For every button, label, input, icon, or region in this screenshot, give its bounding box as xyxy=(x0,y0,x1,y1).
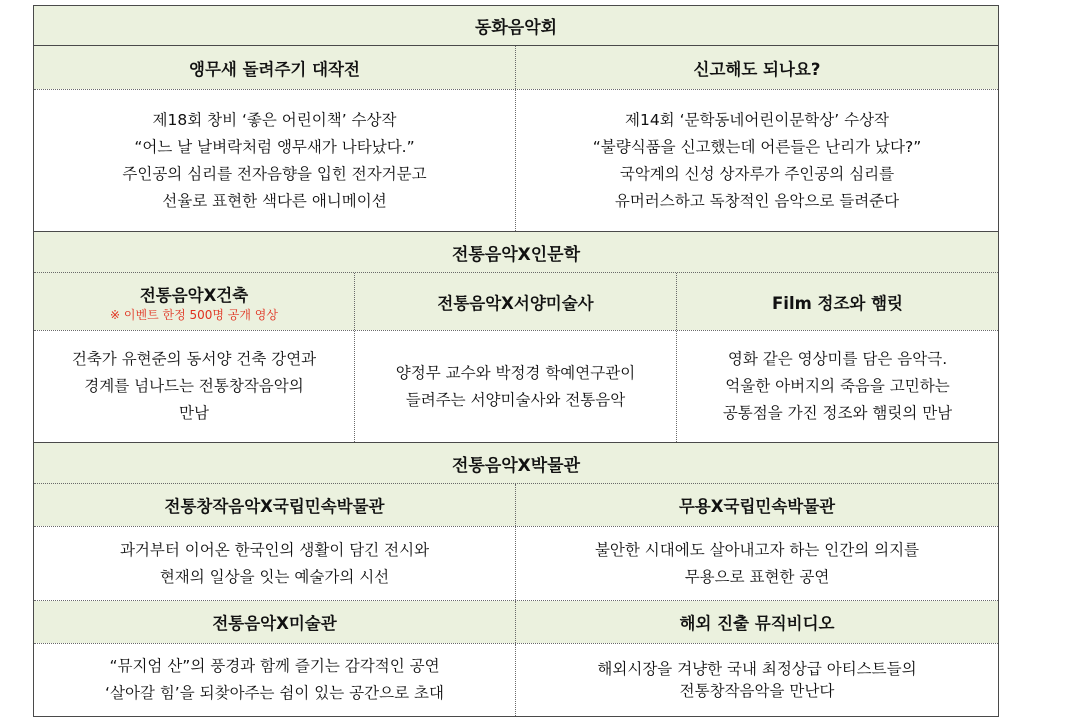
art-col2-heading-text: 해외 진출 뮤직비디오 xyxy=(679,614,835,633)
event-note: ※ 이벤트 한정 500명 공개 영상 xyxy=(110,307,278,322)
fairy-col1-line: 주인공의 심리를 전자음향을 입힌 전자거문고 xyxy=(122,164,427,183)
art-col2-line: 해외시장을 겨냥한 국내 최정상급 아티스트들의 xyxy=(597,660,917,678)
fairy-col1-heading-text: 앵무새 돌려주기 대작전 xyxy=(189,59,360,79)
fairy-col2-heading xyxy=(516,46,998,89)
humanities-col3-line: 공통점을 가진 정조와 햄릿의 만남 xyxy=(722,404,953,422)
humanities-body-row xyxy=(34,331,998,443)
art-col2-line: 전통창작음악을 만난다 xyxy=(679,682,835,700)
humanities-col3-line: 억울한 아버지의 죽음을 고민하는 xyxy=(725,377,950,395)
humanities-col2-heading-text: 전통음악X서양미술사 xyxy=(437,293,594,313)
museum-col1-body xyxy=(34,527,516,600)
museum-col2-body xyxy=(516,527,998,600)
section-title-text: 전통음악X인문학 xyxy=(451,244,581,265)
humanities-col1-heading-text: 전통음악X건축 xyxy=(139,285,249,305)
humanities-col1-heading xyxy=(34,273,355,330)
museum-col1-heading xyxy=(34,484,516,526)
fairy-col2-body xyxy=(516,90,998,231)
fairy-col2-line: 유머러스하고 독창적인 음악으로 들려준다 xyxy=(614,191,900,210)
fairy-col2-line: 제14회 ‘문학동네어린이문학상’ 수상작 xyxy=(624,110,890,129)
art-col1-line: ‘살아갈 힘’을 되찾아주는 쉼이 있는 공간으로 초대 xyxy=(105,684,444,702)
humanities-col2-heading xyxy=(355,273,677,330)
museum-col2-heading-text: 무용X국립민속박물관 xyxy=(678,497,836,516)
fairy-col1-line: 제18회 창비 ‘좋은 어린이책’ 수상작 xyxy=(152,110,397,129)
art-col1-body xyxy=(34,644,516,716)
humanities-col3-heading-text: Film 정조와 햄릿 xyxy=(772,293,903,313)
fairy-col2-line: 국악계의 신성 상자루가 주인공의 심리를 xyxy=(619,164,895,183)
art-col1-heading-text: 전통음악X미술관 xyxy=(212,614,337,633)
humanities-col1-line: 건축가 유현준의 동서양 건축 강연과 xyxy=(71,350,317,368)
section-title-text: 동화음악회 xyxy=(474,18,558,38)
art-col1-heading xyxy=(34,601,516,643)
fairy-col1-line: 선율로 표현한 색다른 애니메이션 xyxy=(162,191,387,210)
humanities-col2-body xyxy=(355,331,677,442)
fairy-col2-line: “불량식품을 신고했는데 어른들은 난리가 났다?” xyxy=(592,137,922,156)
humanities-col3-body xyxy=(677,331,998,442)
fairy-col2-heading-text: 신고해도 되나요? xyxy=(693,59,821,79)
section-title-humanities xyxy=(34,232,998,273)
fairy-heading-row xyxy=(34,46,998,90)
humanities-col3-line: 영화 같은 영상미를 담은 음악극. xyxy=(727,350,948,368)
art-col1-line: “뮤지엄 산”의 풍경과 함께 즐기는 감각적인 공연 xyxy=(109,657,440,675)
humanities-col2-line: 양정무 교수와 박정경 학예연구관이 xyxy=(395,363,636,382)
museum-col2-line: 불안한 시대에도 살아내고자 하는 인간의 의지를 xyxy=(594,540,920,559)
museum-col1-heading-text: 전통창작음악X국립민속박물관 xyxy=(164,497,385,516)
fairy-body-row xyxy=(34,90,998,232)
museum-col2-line: 무용으로 표현한 공연 xyxy=(684,567,830,586)
museum-col2-heading xyxy=(516,484,998,526)
section-title-museum xyxy=(34,443,998,484)
humanities-heading-row xyxy=(34,273,998,331)
program-table xyxy=(33,5,999,717)
humanities-col1-line: 만남 xyxy=(179,404,209,422)
art-heading-row xyxy=(34,601,998,644)
art-col2-heading xyxy=(516,601,998,643)
humanities-col3-heading xyxy=(677,273,998,330)
art-col2-body xyxy=(516,644,998,716)
museum-body-row xyxy=(34,527,998,601)
humanities-col2-line: 들려주는 서양미술사와 전통음악 xyxy=(405,390,626,409)
art-body-row xyxy=(34,644,998,716)
section-title-fairy-concert xyxy=(34,6,998,46)
humanities-col1-body xyxy=(34,331,355,442)
fairy-col1-body xyxy=(34,90,516,231)
museum-col1-line: 현재의 일상을 잇는 예술가의 시선 xyxy=(159,567,390,586)
humanities-col1-line: 경계를 넘나드는 전통창작음악의 xyxy=(84,377,304,395)
fairy-col1-line: “어느 날 날벼락처럼 앵무새가 나타났다.” xyxy=(134,137,415,156)
museum-col1-line: 과거부터 이어온 한국인의 생활이 담긴 전시와 xyxy=(119,540,430,559)
section-title-text: 전통음악X박물관 xyxy=(451,455,581,476)
museum-heading-row xyxy=(34,484,998,527)
fairy-col1-heading xyxy=(34,46,516,89)
